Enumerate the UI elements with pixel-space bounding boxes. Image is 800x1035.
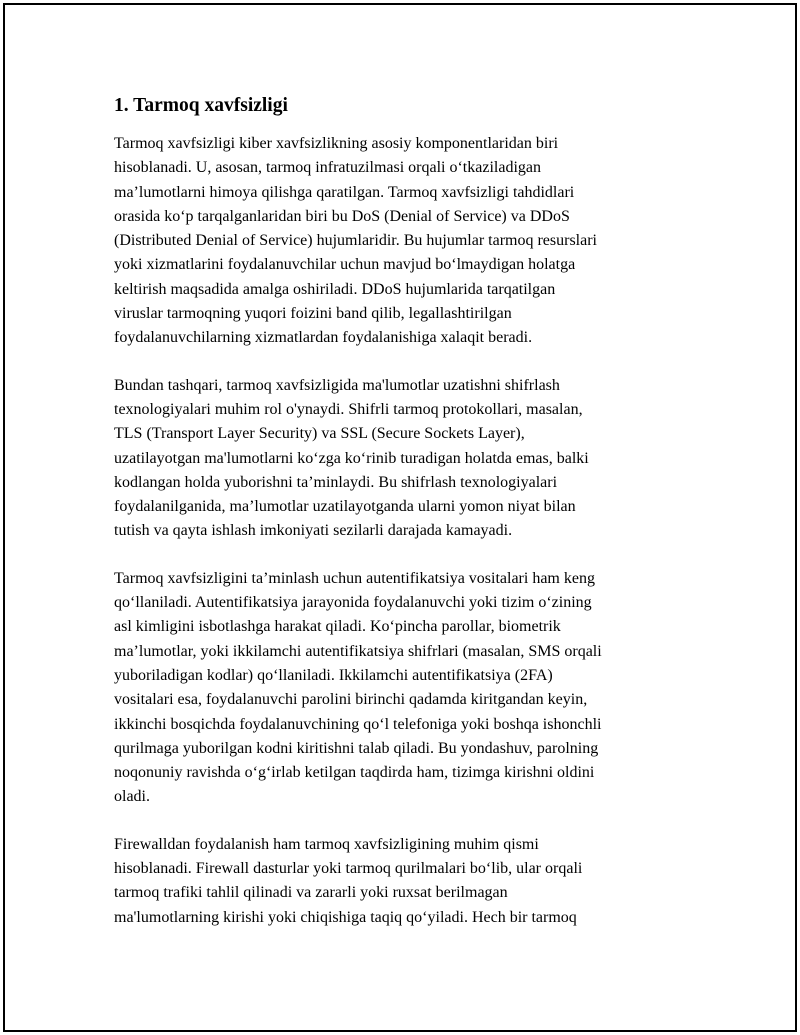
paragraph-line: vositalari esa, foydalanuvchi parolini birinchi qadamda kiritgandan keyin, — [114, 691, 588, 709]
paragraph-line: foydalanilganida, maʼlumotlar uzatilayotganda ularni yomon niyat bilan — [114, 498, 576, 516]
section-heading: 1. Tarmoq xavfsizligi — [114, 95, 288, 116]
paragraph — [114, 374, 674, 544]
paragraph-line: maʼlumotlar, yoki ikkilamchi autentifikatsiya shifrlari (masalan, SMS orqali — [114, 642, 602, 660]
paragraph-line: asl kimligini isbotlashga harakat qiladi. Koʻpincha parollar, biometrik — [114, 618, 561, 636]
paragraph-line: maʼlumotlarni himoya qilishga qaratilgan. Tarmoq xavfsizligi tahdidlari — [114, 183, 575, 201]
paragraph-line: texnologiyalari muhim rol o'ynaydi. Shifrli tarmoq protokollari, masalan, — [114, 400, 583, 418]
paragraph-line: hisoblanadi. Firewall dasturlar yoki tarmoq qurilmalari boʻlib, ular orqali — [114, 860, 583, 878]
paragraph-line: (Distributed Denial of Service) hujumlaridir. Bu hujumlar tarmoq resurslari — [114, 232, 597, 250]
paragraph-line: oladi. — [114, 788, 150, 806]
paragraph-line: Firewalldan foydalanish ham tarmoq xavfsizligining muhim qismi — [114, 835, 539, 853]
paragraph-line: tutish va qayta ishlash imkoniyati sezilarli darajada kamayadi. — [114, 522, 513, 540]
paragraph-line: viruslar tarmoqning yuqori foizini band qilib, legallashtirilgan — [114, 305, 512, 323]
paragraph-line: foydalanuvchilarning xizmatlardan foydalanishiga xalaqit beradi. — [114, 329, 533, 347]
paragraph-line: yoki xizmatlarini foydalanuvchilar uchun mavjud boʻlmaydigan holatga — [114, 256, 576, 274]
document-body — [114, 94, 674, 953]
paragraph — [114, 132, 674, 351]
paragraph-line: kodlangan holda yuborishni taʼminlaydi. Bu shifrlash texnologiyalari — [114, 473, 558, 491]
paragraph-line: noqonuniy ravishda oʻgʻirlab ketilgan taqdirda ham, tizimga kirishni oldini — [114, 764, 595, 782]
paragraph-line: hisoblanadi. U, asosan, tarmoq infratuzilmasi orqali oʻtkaziladigan — [114, 159, 541, 177]
paragraph-line: TLS (Transport Layer Security) va SSL (Secure Sockets Layer), — [114, 425, 525, 443]
paragraph-line: qoʻllaniladi. Autentifikatsiya jarayonida foydalanuvchi yoki tizim oʻzining — [114, 594, 592, 612]
paragraph-line: Bundan tashqari, tarmoq xavfsizligida ma'lumotlar uzatishni shifrlash — [114, 376, 560, 394]
paragraph — [114, 567, 674, 810]
paragraph — [114, 833, 674, 930]
paragraph-line: keltirish maqsadida amalga oshiriladi. DDoS hujumlarida tarqatilgan — [114, 280, 556, 298]
paragraph-line: uzatilayotgan ma'lumotlarni koʻzga koʻrinib turadigan holatda emas, balki — [114, 449, 589, 467]
paragraph-line: ma'lumotlarning kirishi yoki chiqishiga taqiq qoʻyiladi. Hech bir tarmoq — [114, 908, 577, 926]
paragraph-line: qurilmaga yuborilgan kodni kiritishni talab qiladi. Bu yondashuv, parolning — [114, 739, 599, 757]
paragraph-line: Tarmoq xavfsizligini taʼminlash uchun autentifikatsiya vositalari ham keng — [114, 569, 595, 587]
paragraph-line: ikkinchi bosqichda foydalanuvchining qoʻl telefoniga yoki boshqa ishonchli — [114, 715, 602, 733]
paragraph-container — [114, 132, 674, 930]
paragraph-line: tarmoq trafiki tahlil qilinadi va zararli yoki ruxsat berilmagan — [114, 884, 508, 902]
paragraph-line: Tarmoq xavfsizligi kiber xavfsizlikning asosiy komponentlaridan biri — [114, 135, 559, 152]
paragraph-line: orasida koʻp tarqalganlaridan biri bu DoS (Denial of Service) va DDoS — [114, 207, 570, 225]
paragraph-line: yuboriladigan kodlar) qoʻllaniladi. Ikkilamchi autentifikatsiya (2FA) — [114, 666, 553, 684]
